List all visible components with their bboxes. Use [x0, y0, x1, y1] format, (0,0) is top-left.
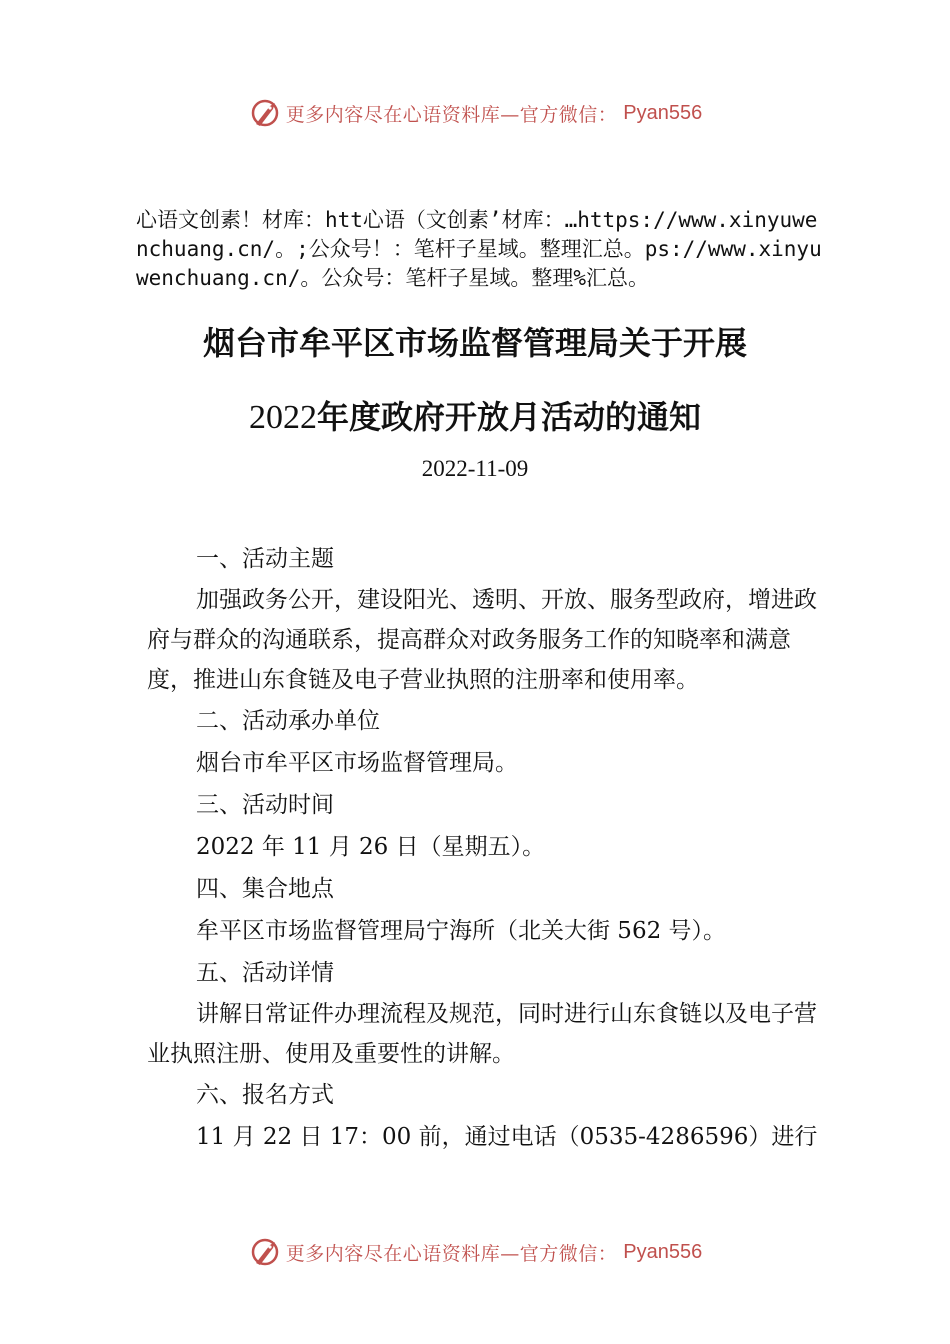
intro-text: 心语文创素！材库：htt心语（文创素’材库：…https://www.xinyuwenchuang.cn/。;公众号！：笔杆子星域。整理汇总。ps://www.xinyuwenchuang.cn/。公众号：笔杆子星域。整理%汇总。	[136, 208, 822, 290]
section-heading: 三、活动时间	[196, 792, 334, 818]
pen-nib-logo-icon	[248, 1235, 282, 1269]
document-title-line1: 烟台市牟平区市场监督管理局关于开展	[202, 324, 747, 362]
title-year: 2022	[248, 399, 317, 436]
banner-text: 更多内容尽在心语资料库—官方微信：	[285, 103, 618, 126]
document-date: 2022-11-09	[421, 456, 529, 481]
banner-wechat-handle: Pyan556	[623, 101, 703, 124]
section-heading: 二、活动承办单位	[196, 708, 380, 734]
section-text: 11 月 22 日 17：00 前，通过电话（0535-4286596）进行	[196, 1124, 818, 1150]
section-text: 2022 年 11 月 26 日（星期五）。	[196, 834, 546, 860]
banner-wechat-handle: Pyan556	[623, 1240, 703, 1263]
section-heading: 六、报名方式	[196, 1082, 334, 1108]
section-heading: 一、活动主题	[196, 546, 334, 572]
section-text: 加强政务公开，建设阳光、透明、开放、服务型政府，增进政府与群众的沟通联系，提高群众对政务服务工作的知晓率和满意度，推进山东食链及电子营业执照的注册率和使用率。	[147, 587, 817, 693]
document-body	[147, 538, 827, 1158]
section-text: 烟台市牟平区市场监督管理局。	[196, 750, 518, 776]
section-heading: 四、集合地点	[196, 876, 334, 902]
header-banner	[0, 93, 950, 133]
section-text: 牟平区市场监督管理局宁海所（北关大街 562 号）。	[196, 918, 727, 944]
section-heading: 五、活动详情	[196, 960, 334, 986]
footer-banner	[0, 1232, 950, 1272]
section-text: 讲解日常证件办理流程及规范，同时进行山东食链以及电子营业执照注册、使用及重要性的讲解。	[147, 1001, 817, 1067]
document-title-line2	[0, 392, 950, 438]
pen-nib-logo-icon	[248, 96, 282, 130]
banner-text: 更多内容尽在心语资料库—官方微信：	[285, 1242, 618, 1265]
title-line2-text: 年度政府开放月活动的通知	[316, 398, 701, 436]
